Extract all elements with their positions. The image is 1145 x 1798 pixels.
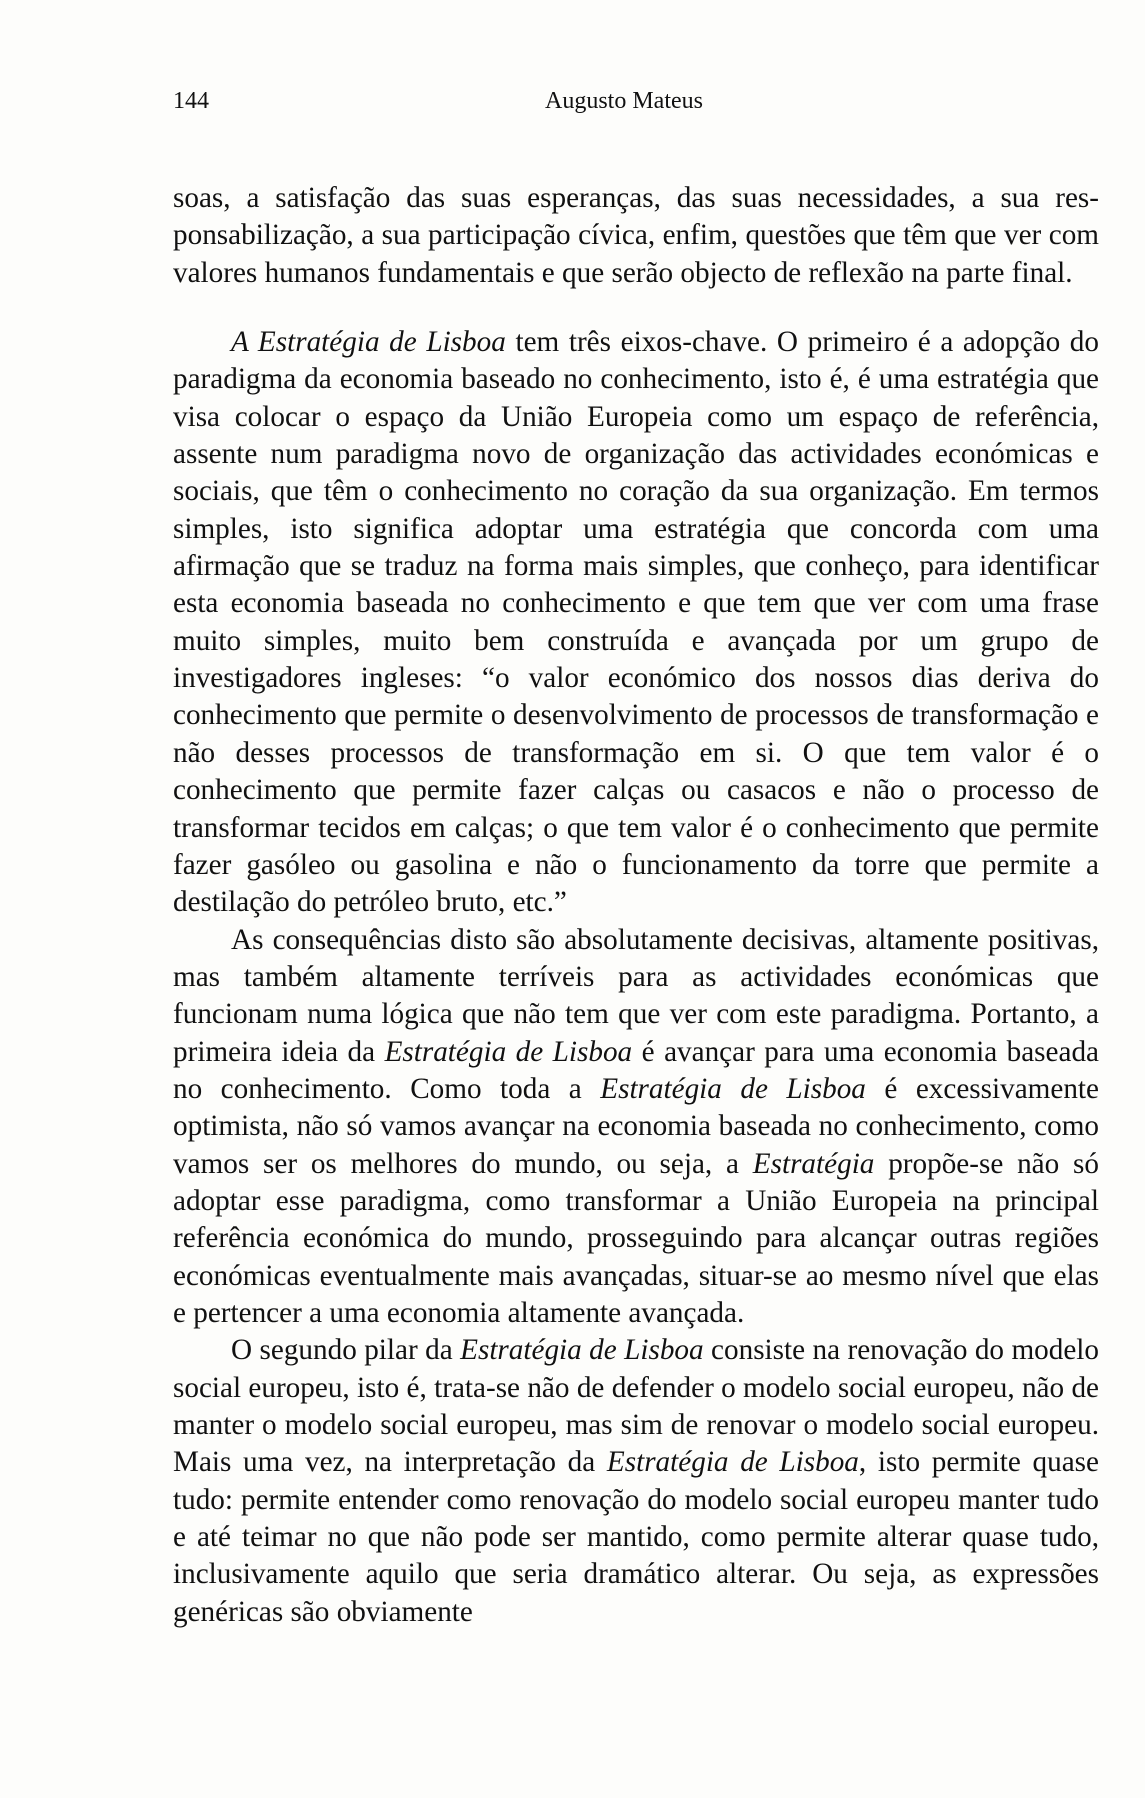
paragraph-text: As consequências disto são absolutamente decisivas, altamente positivas, mas também altamente terríveis para as actividades económicas que funcionam numa lógica que não tem que ver com este paradigma. Portanto, a primeira ideia da xyxy=(173,923,1099,1068)
paragraph-text: é excessivamente optimista, não só vamos avançar na economia baseada no conhecimento, como vamos ser os melhores do mundo, ou seja, a xyxy=(173,1072,1099,1180)
italic-title-text: Estratégia de Lisboa xyxy=(606,1446,859,1479)
paragraph-text: O segundo pilar da xyxy=(231,1334,461,1367)
paragraph-1 xyxy=(173,180,1099,292)
page-number: 144 xyxy=(173,88,209,114)
paragraph-3 xyxy=(173,922,1099,1333)
paragraph-text: , isto permite quase tudo: permite entender como renovação do modelo social europeu manter tudo e até teimar no que não pode ser mantido, como permite alterar quase tudo, inclusivamente aquilo que seria dramático alterar. Ou seja, as expressões genéricas são obviamente xyxy=(173,1446,1099,1628)
paragraph-text: consiste na renovação do modelo social europeu, isto é, trata-se não de defender o modelo social europeu, não de manter o modelo social europeu, mas sim de renovar o modelo social europeu. Mais uma vez, na interpretação da xyxy=(173,1334,1100,1479)
running-header-author: Augusto Mateus xyxy=(545,88,703,114)
paragraph-text: tem três eixos-chave. O primeiro é a adopção do paradigma da economia baseado no conhecimento, isto é, é uma estratégia que visa colocar o espaço da União Europeia como um espaço de referência, assente num paradigma novo de organização das actividades económicas e sociais, que têm o conhecimento no coração da sua organização. Em termos simples, isto significa adoptar uma estratégia que concorda com uma afirmação que se traduz na forma mais simples, que conheço, para identificar esta economia baseada no conhecimento e que tem que ver com uma frase muito simples, muito bem construída e avançada por um grupo de investigadores ingleses: “o valor económico dos nossos dias deriva do conhecimento que permite o desenvolvimento de processos de transformação e não desses processos de transformação em si. O que tem valor é o conhecimento que permite fazer calças ou casacos e não o processo de transformar tecidos em calças; o que tem valor é o conhecimento que permite fazer gasóleo ou gasolina e não o funcionamento da torre que permite a destilação do petróleo bruto, etc.” xyxy=(173,326,1099,919)
paragraph-text: soas, a satisfação das suas esperanças, das suas necessidades, a sua responsabilização, a sua participação cívica, enfim, questões que têm que ver com valores humanos fundamentais e que serão objecto de reflexão na parte final. xyxy=(173,182,1099,289)
italic-title-text: Estratégia de Lisboa xyxy=(600,1072,866,1105)
paragraph-text: propõe-se não só adoptar esse paradigma, como transformar a União Europeia na principal referência económica do mundo, prosseguindo para alcançar outras regiões económicas eventualmente mais avançadas, situar-se ao mesmo nível que elas e pertencer a uma economia altamente avançada. xyxy=(173,1147,1099,1329)
italic-title-text: Estratégia xyxy=(752,1147,875,1180)
paragraph-4 xyxy=(173,1332,1099,1631)
running-header xyxy=(173,84,1097,118)
paragraph-text: é avançar para uma economia baseada no conhecimento. Como toda a xyxy=(173,1035,1099,1105)
italic-title-text: Estratégia de Lisboa xyxy=(460,1334,704,1367)
body-text xyxy=(173,180,1099,1631)
italic-title-text: Estratégia de Lisboa xyxy=(384,1035,633,1068)
paragraph-2 xyxy=(173,324,1099,922)
italic-title-text: A Estratégia de Lisboa xyxy=(231,326,506,359)
